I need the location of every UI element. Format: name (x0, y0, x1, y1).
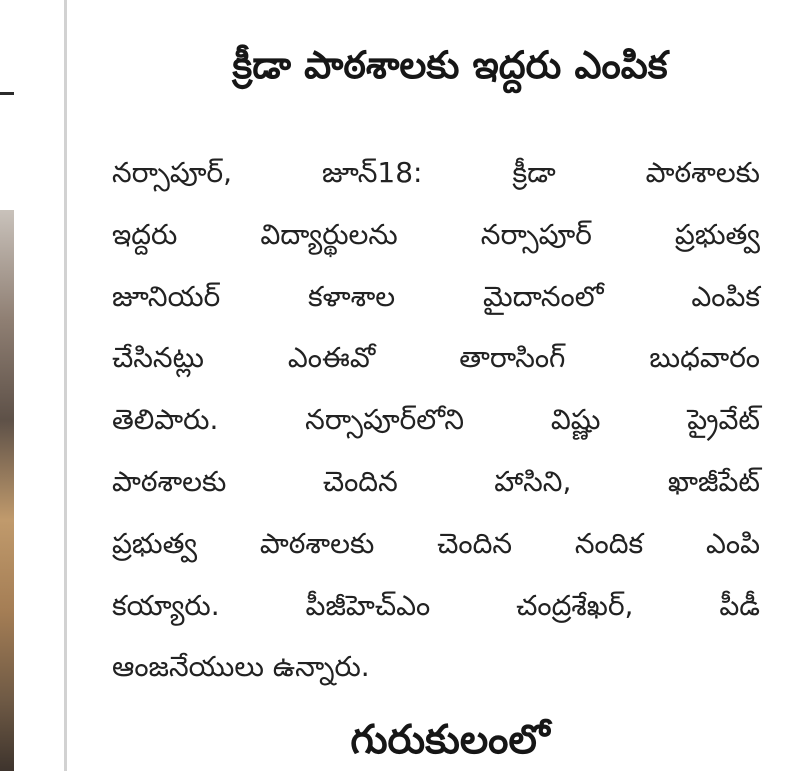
previous-article-headline-fragment (110, 0, 770, 18)
article-line: ప్రభుత్వ పాఠశాలకు చెందిన నందిక ఎంపి (112, 526, 760, 560)
article-line: కయ్యారు. పీజీహెచ్‌ఎం చంద్రశేఖర్, పీడీ (112, 588, 760, 622)
article-headline: క్రీడా పాఠశాలకు ఇద్దరు ఎంపిక (232, 43, 668, 87)
article-body (112, 142, 760, 698)
column-divider (64, 0, 67, 771)
adjacent-photo-edge (0, 0, 14, 771)
next-article-headline: గురుకులంలో (350, 717, 550, 763)
article-line: ఆంజనేయులు ఉన్నారు. (112, 650, 370, 684)
article-line: జూనియర్ కళాశాల మైదానంలో ఎంపిక (112, 279, 760, 313)
article-line: పాఠశాలకు చెందిన హాసిని, ఖాజీపేట్ (112, 464, 760, 498)
article-line: నర్సాపూర్, జూన్18: క్రీడా పాఠశాలకు (112, 156, 760, 189)
article-line: చేసినట్లు ఎంఈవో తారాసింగ్ బుధవారం (112, 341, 760, 375)
article-line: తెలిపారు. నర్సాపూర్‌లోని విష్ణు ప్రైవేట్ (112, 403, 760, 437)
article-line: ఇద్దరు విద్యార్థులను నర్సాపూర్ ప్రభుత్వ (112, 217, 760, 251)
adjacent-column-rule (0, 92, 14, 95)
